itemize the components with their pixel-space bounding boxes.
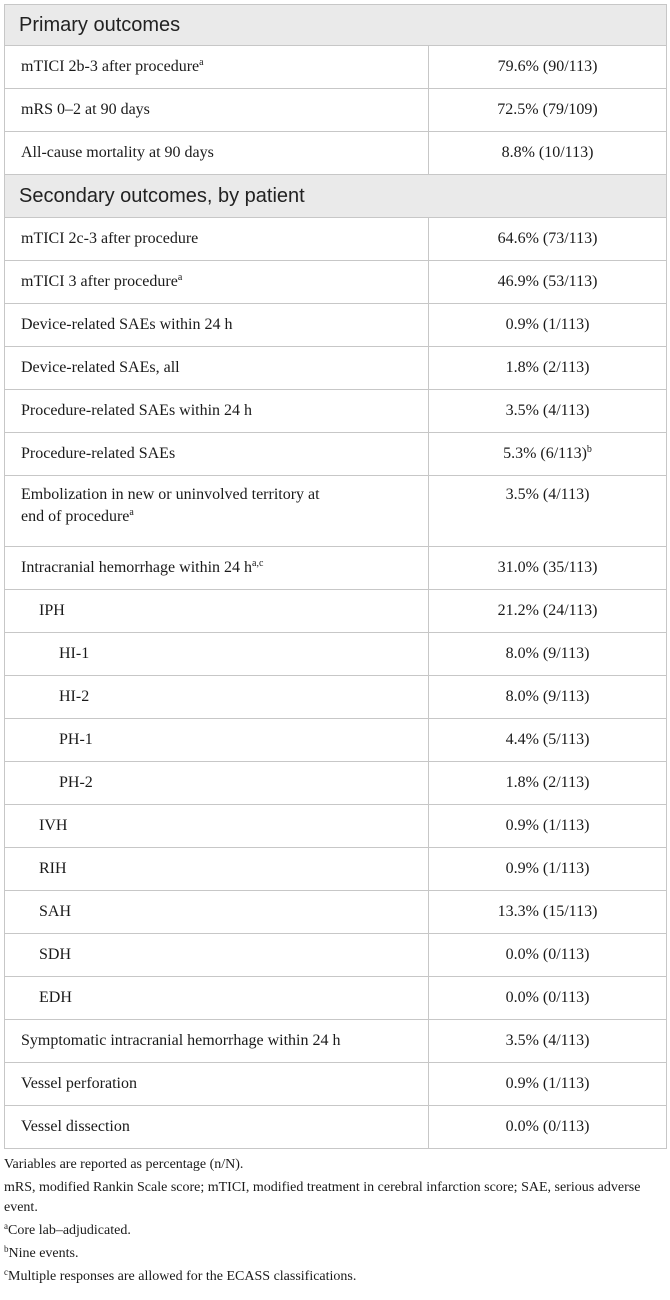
table-row: [5, 719, 667, 762]
row-value: 4.4% (5/113): [429, 719, 667, 762]
footnote-abbreviations: mRS, modified Rankin Scale score; mTICI, modified treatment in cerebral infarction score; SAE, serious adverse event.: [4, 1180, 641, 1215]
row-label: IVH: [5, 805, 429, 848]
table-row: [5, 633, 667, 676]
row-value: 72.5% (79/109): [429, 89, 667, 132]
table-row: [5, 476, 667, 547]
footnote-mark: a: [129, 507, 134, 518]
row-value: 79.6% (90/113): [429, 46, 667, 89]
table-row: [5, 261, 667, 304]
table-row: [5, 1020, 667, 1063]
footnote-general: Variables are reported as percentage (n/N).: [4, 1157, 244, 1172]
row-label: SDH: [5, 934, 429, 977]
table-row: [5, 46, 667, 89]
row-value: 46.9% (53/113): [429, 261, 667, 304]
table-row: [5, 590, 667, 633]
row-value: 31.0% (35/113): [429, 547, 667, 590]
row-label: SAH: [5, 891, 429, 934]
row-label: Vessel dissection: [5, 1106, 429, 1149]
table-row: [5, 390, 667, 433]
table-row: [5, 848, 667, 891]
footnote-a: $^a$Core lab–adjudicated.: [4, 1221, 131, 1238]
row-value: 0.9% (1/113): [429, 805, 667, 848]
table-row: [5, 934, 667, 977]
row-value: 0.0% (0/113): [429, 934, 667, 977]
row-value: 64.6% (73/113): [429, 218, 667, 261]
footnote-mark: b: [586, 444, 592, 455]
row-label: Intracranial hemorrhage within 24 $h^{a,c}$: [5, 547, 429, 590]
table-row: [5, 547, 667, 590]
row-label: RIH: [5, 848, 429, 891]
row-label: mTICI 3 after procedure$^a$: [5, 261, 429, 304]
row-label: IPH: [5, 590, 429, 633]
row-label: mTICI 2c-3 after procedure: [5, 218, 429, 261]
row-value: 21.2% (24/113): [429, 590, 667, 633]
table-row: [5, 1106, 667, 1149]
row-value: 1.8% (2/113): [429, 347, 667, 390]
row-label: mTICI 2b-3 after procedure$^a$: [5, 46, 429, 89]
footnote-c: $^c$Multiple responses are allowed for the ECASS classifications.: [4, 1267, 357, 1284]
row-value: 8.8% (10/113): [429, 132, 667, 175]
row-value: 0.0% (0/113): [429, 977, 667, 1020]
footnote-mark: a,c: [252, 558, 264, 569]
row-value: 3.5% (4/113): [429, 1020, 667, 1063]
row-label: Procedure-related SAEs: [5, 433, 429, 476]
table-row: [5, 805, 667, 848]
row-value: 1.8% (2/113): [429, 762, 667, 805]
row-label: Procedure-related SAEs within 24 h: [5, 390, 429, 433]
table-footnotes: [4, 1155, 666, 1290]
table-row: [5, 762, 667, 805]
table-row: [5, 218, 667, 261]
section-title: Secondary outcomes, by patient: [5, 175, 667, 218]
row-label: Symptomatic intracranial hemorrhage within 24 h: [5, 1020, 429, 1063]
row-value: 5.3% $(6/113)^b$: [429, 433, 667, 476]
row-label: All-cause mortality at 90 days: [5, 132, 429, 175]
row-value: 8.0% (9/113): [429, 633, 667, 676]
row-value: 0.9% (1/113): [429, 848, 667, 891]
row-value: 13.3% (15/113): [429, 891, 667, 934]
footnote-mark: a: [177, 272, 183, 283]
row-label: HI-1: [5, 633, 429, 676]
row-value: 0.9% (1/113): [429, 304, 667, 347]
row-value: 8.0% (9/113): [429, 676, 667, 719]
row-label: mRS 0–2 at 90 days: [5, 89, 429, 132]
table-row: [5, 977, 667, 1020]
footnote-b: $^b$Nine events.: [4, 1244, 79, 1261]
row-label: PH-2: [5, 762, 429, 805]
table-row: [5, 1063, 667, 1106]
section-header-primary: [5, 5, 667, 46]
row-value: 3.5% (4/113): [429, 476, 667, 547]
table-row: [5, 132, 667, 175]
row-label: Embolization in new or uninvolved territory at end of procedure$^a$: [5, 476, 429, 547]
footnote-mark: a: [199, 57, 204, 68]
table-row: [5, 89, 667, 132]
table-row: [5, 676, 667, 719]
row-label: HI-2: [5, 676, 429, 719]
section-header-secondary: [5, 175, 667, 218]
table-row: [5, 433, 667, 476]
table-row: [5, 891, 667, 934]
table-row: [5, 304, 667, 347]
table-row: [5, 347, 667, 390]
section-title: Primary outcomes: [5, 5, 667, 46]
row-label: EDH: [5, 977, 429, 1020]
row-label: PH-1: [5, 719, 429, 762]
row-label: Vessel perforation: [5, 1063, 429, 1106]
row-value: 0.9% (1/113): [429, 1063, 667, 1106]
outcomes-table: [4, 4, 667, 1149]
row-label: Device-related SAEs, all: [5, 347, 429, 390]
row-value: 3.5% (4/113): [429, 390, 667, 433]
row-label: Device-related SAEs within 24 h: [5, 304, 429, 347]
row-value: 0.0% (0/113): [429, 1106, 667, 1149]
